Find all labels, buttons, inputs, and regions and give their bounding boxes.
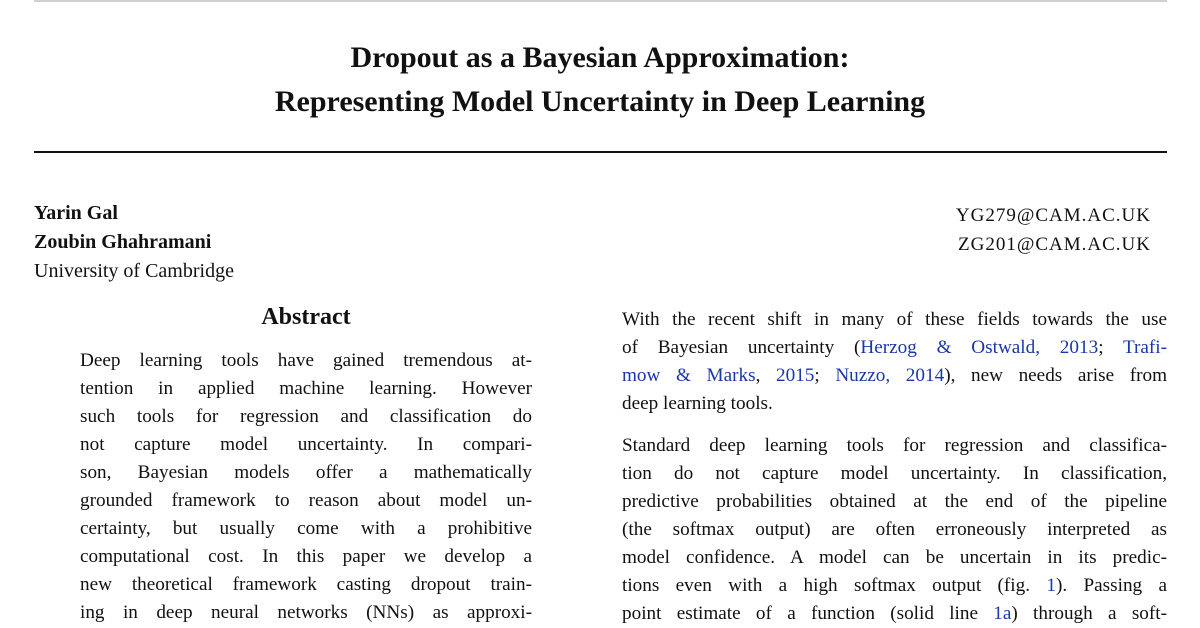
figure-ref-link[interactable]: 1 xyxy=(1046,575,1056,596)
title-line-1: Dropout as a Bayesian Approximation: xyxy=(350,41,850,74)
citation-link[interactable]: Trafi- xyxy=(1122,337,1168,358)
citation-link[interactable]: Nuzzo, 2014 xyxy=(835,365,945,386)
title-line-2: Representing Model Uncertainty in Deep Learning xyxy=(274,85,926,118)
body-text: tions even with a high softmax output (fig. xyxy=(622,575,1047,596)
top-rule xyxy=(34,0,1167,2)
body-text: ). Passing a xyxy=(1055,575,1167,596)
author-name: Yarin Gal xyxy=(34,202,118,224)
paper-title xyxy=(0,36,1200,124)
body-column xyxy=(622,306,1167,628)
abstract-line: tention in applied machine learning. However xyxy=(80,378,532,399)
abstract-line: grounded framework to reason about model un- xyxy=(80,490,532,511)
abstract-text xyxy=(80,347,532,627)
body-line: (the softmax output) are often erroneously interpreted as xyxy=(622,519,1167,540)
abstract-line: son, Bayesian models offer a mathematically xyxy=(80,462,532,483)
body-paragraph-1 xyxy=(622,306,1167,418)
figure-ref-link[interactable]: 1a xyxy=(993,603,1012,624)
abstract-line: Deep learning tools have gained tremendous at- xyxy=(80,350,532,371)
body-text: , xyxy=(755,365,776,386)
body-line: model confidence. A model can be uncertain in its predic- xyxy=(622,547,1167,568)
body-line: With the recent shift in many of these fields towards the use xyxy=(622,309,1167,330)
abstract-heading: Abstract xyxy=(261,304,351,330)
body-line xyxy=(622,362,1167,390)
body-text: point estimate of a function (solid line xyxy=(622,603,994,624)
body-line: tion do not capture model uncertainty. In classification, xyxy=(622,463,1167,484)
body-paragraph-2 xyxy=(622,432,1167,628)
body-text: ) through a soft- xyxy=(1011,603,1167,624)
body-text: ; xyxy=(1098,337,1123,358)
body-line: predictive probabilities obtained at the end of the pipeline xyxy=(622,491,1167,512)
affiliation: University of Cambridge xyxy=(34,260,234,282)
citation-link[interactable]: mow & Marks xyxy=(622,365,756,386)
abstract-line: ing in deep neural networks (NNs) as approxi- xyxy=(80,602,532,623)
body-text: ), new needs arise from xyxy=(944,365,1168,386)
author-name: Zoubin Ghahramani xyxy=(34,231,212,253)
abstract-line: such tools for regression and classification do xyxy=(80,406,532,427)
title-rule xyxy=(34,151,1167,153)
body-line xyxy=(622,600,1167,628)
abstract-line: computational cost. In this paper we develop a xyxy=(80,546,532,567)
author-block xyxy=(34,199,234,286)
citation-link[interactable]: 2015 xyxy=(775,365,815,386)
body-text: ; xyxy=(814,365,836,386)
author-email: ZG201@CAM.AC.UK xyxy=(958,234,1151,255)
body-line xyxy=(622,334,1167,362)
abstract-line: certainty, but usually come with a prohibitive xyxy=(80,518,532,539)
abstract-line: new theoretical framework casting dropout train- xyxy=(80,574,532,595)
body-text: of Bayesian uncertainty ( xyxy=(622,337,861,358)
body-line xyxy=(622,572,1167,600)
body-line: deep learning tools. xyxy=(622,393,773,414)
body-line: Standard deep learning tools for regression and classifica- xyxy=(622,435,1167,456)
author-email: YG279@CAM.AC.UK xyxy=(955,205,1151,226)
email-block xyxy=(956,201,1151,259)
citation-link[interactable]: Herzog & Ostwald, 2013 xyxy=(860,337,1099,358)
abstract-line: not capture model uncertainty. In compari- xyxy=(80,434,532,455)
